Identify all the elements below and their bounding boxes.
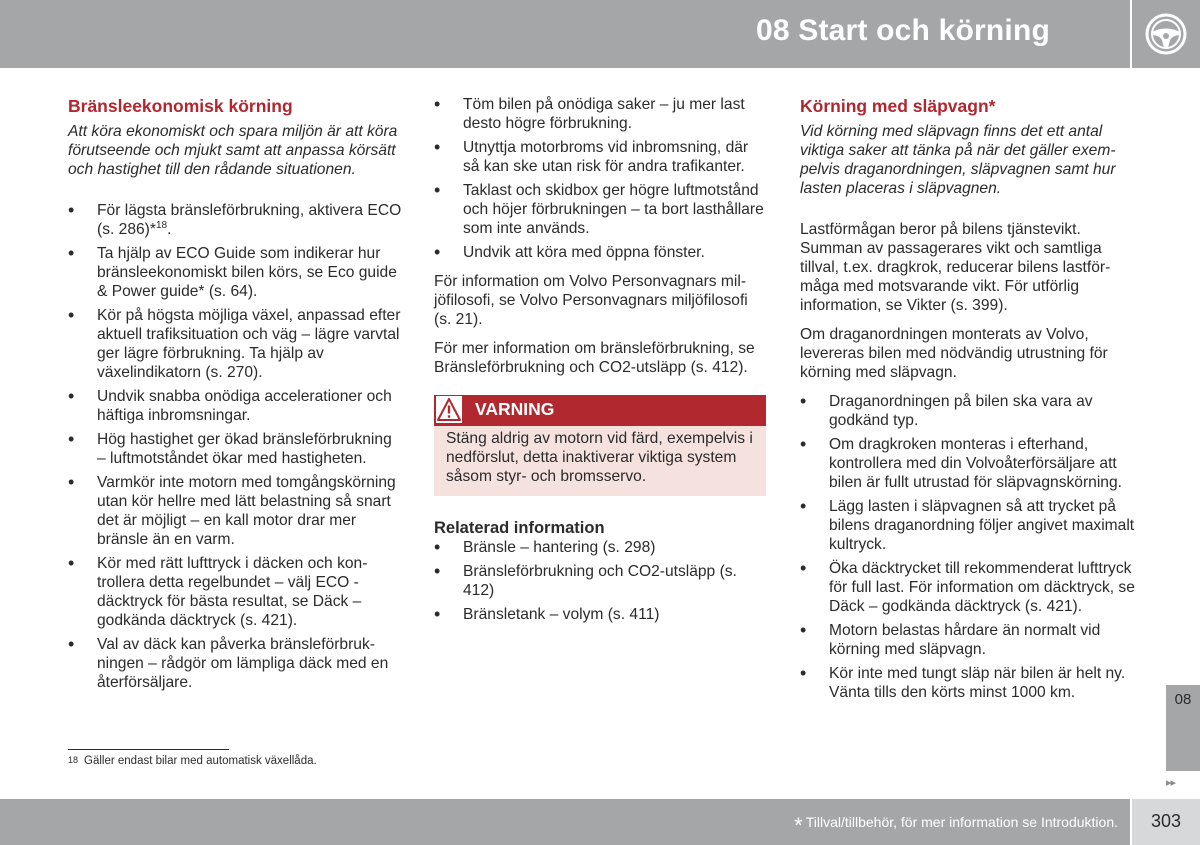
fuel-tips-list	[434, 95, 766, 262]
footnote-text: Gäller endast bilar med automatisk växellåda.	[84, 755, 317, 767]
chapter-icon-box	[1132, 0, 1200, 68]
list-item: • Motorn belastas hårdare än normalt vid körning med släpvagn.	[800, 621, 1135, 659]
list-item: • Kör på högsta möjliga växel, anpassad efter aktuell trafiksituation och väg – lägre varvtal ger lägre förbrukning. Ta hjälp av växelindikatorn (s. 270).	[68, 306, 403, 382]
accessory-note-text: Tillval/tillbehör, för mer information se Introduktion.	[805, 814, 1118, 830]
footnote-number: 18	[68, 755, 79, 765]
list-item: • Varmkör inte motorn med tomgångskörning utan kör hellre med lätt belastning så snart det är möjligt – en kall motor drar mer bränsle än en varm.	[68, 473, 403, 549]
list-item	[68, 201, 403, 239]
list-item-end: .	[167, 221, 172, 238]
footnote	[68, 755, 317, 767]
intro-paragraph: Att köra ekonomiskt och spara miljön är att köra förutseende och mjukt samt att anpassa körsätt och hastighet till den rådande situationen.	[68, 123, 398, 178]
paragraph-load-capacity: Lastförmågan beror på bilens tjänstevikt. Summan av passagerares vikt och samtliga tillval, t.ex. dragkrok, reducerar bilens lastförmåga med motsvarande vikt. För utförlig information, se Vikter (s. 399).	[800, 221, 1111, 314]
warning-header	[434, 395, 766, 426]
list-item: • Kör med rätt lufttryck i däcken och kontrollera detta regelbundet – välj ECO -däcktryck för bästa resultat, se Däck – godkända däcktryck (s. 421).	[68, 554, 403, 630]
section-heading-fuel-economy: Bränsleekonomisk körning	[68, 96, 293, 116]
page-footer	[0, 799, 1130, 845]
list-item: • Om dragkroken monteras i efterhand, kontrollera med din Volvoåterförsäljare att bilen är fullt utrustad för släpvagnskörning.	[800, 435, 1135, 492]
related-info-heading: Relaterad information	[434, 519, 605, 537]
fuel-economy-list	[68, 201, 403, 692]
warning-title: VARNING	[475, 399, 555, 419]
list-item: • Undvik att köra med öppna fönster.	[434, 243, 766, 262]
steering-wheel-icon	[1145, 13, 1187, 55]
paragraph-towbar: Om draganordningen monterats av Volvo, levereras bilen med nödvändig utrustning för körning med släpvagn.	[800, 326, 1108, 381]
page-header	[0, 0, 1130, 68]
chapter-side-tab-label: 08	[1174, 691, 1192, 708]
trailer-list	[800, 392, 1135, 702]
section-heading-trailer: Körning med släpvagn*	[800, 96, 996, 116]
page-number-box	[1132, 799, 1200, 845]
paragraph-environment: För information om Volvo Personvagnars miljöfilosofi, se Volvo Personvagnars miljöfilosofi (s. 21).	[434, 273, 748, 328]
related-link[interactable]: • Bränsletank – volym (s. 411)	[434, 605, 766, 624]
related-info-list	[434, 538, 766, 624]
related-link[interactable]: • Bränsleförbrukning och CO2-utsläpp (s. 412)	[434, 562, 766, 600]
column-1	[68, 95, 403, 702]
list-item: • Undvik snabba onödiga accelerationer och häftiga inbromsningar.	[68, 387, 403, 425]
intro-paragraph: Vid körning med släpvagn finns det ett antal viktiga saker att tänka på när det gäller exempelvis draganordningen, släpvagnen samt hur lasten placeras i släpvagnen.	[800, 123, 1116, 197]
accessory-star: *	[794, 813, 803, 838]
list-item: • Utnyttja motorbroms vid inbromsning, där så kan ske utan risk för andra trafikanter.	[434, 138, 766, 176]
page-number: 303	[1150, 811, 1182, 831]
chapter-title: 08 Start och körning	[755, 14, 1050, 47]
column-3	[800, 95, 1135, 712]
paragraph-consumption: För mer information om bränsleförbrukning, se Bränsleförbrukning och CO2-utsläpp (s. 412).	[434, 340, 755, 376]
warning-box	[434, 395, 766, 496]
column-2	[434, 95, 766, 634]
list-item: • Val av däck kan påverka bränsleförbrukningen – rådgör om lämpliga däck med en återförsäljare.	[68, 635, 403, 692]
related-link[interactable]: • Bränsle – hantering (s. 298)	[434, 538, 766, 557]
list-item: • Hög hastighet ger ökad bränsleförbrukning – luftmotståndet ökar med hastigheten.	[68, 430, 403, 468]
footnote-divider	[68, 749, 229, 750]
accessory-note	[794, 813, 1118, 839]
warning-text: Stäng aldrig av motorn vid färd, exempelvis i nedförslut, detta inaktiverar viktiga system såsom styr- och bromsservo.	[434, 426, 766, 496]
list-item: • Öka däcktrycket till rekommenderat lufttryck för full last. För information om däcktryck, se Däck – godkända däcktryck (s. 421).	[800, 559, 1135, 616]
list-item-text: För lägsta bränsleförbrukning, aktivera ECO (s. 286)*	[97, 202, 402, 238]
footnote-ref[interactable]: 18	[155, 219, 168, 231]
continue-arrows-icon: ▸▸	[1166, 777, 1176, 789]
warning-triangle-icon	[436, 396, 462, 423]
chapter-side-tab	[1166, 685, 1200, 771]
list-item: • Draganordningen på bilen ska vara av godkänd typ.	[800, 392, 1135, 430]
list-item: • Ta hjälp av ECO Guide som indikerar hur bränsleekonomiskt bilen körs, se Eco guide & Power guide* (s. 64).	[68, 244, 403, 301]
list-item: • Lägg lasten i släpvagnen så att trycket på bilens draganordning följer angivet maximalt kultryck.	[800, 497, 1135, 554]
list-item: • Kör inte med tungt släp när bilen är helt ny. Vänta tills den körts minst 1000 km.	[800, 664, 1135, 702]
list-item: • Taklast och skidbox ger högre luftmotstånd och höjer förbrukningen – ta bort lasthållare som inte används.	[434, 181, 766, 238]
list-item: • Töm bilen på onödiga saker – ju mer last desto högre förbrukning.	[434, 95, 766, 133]
